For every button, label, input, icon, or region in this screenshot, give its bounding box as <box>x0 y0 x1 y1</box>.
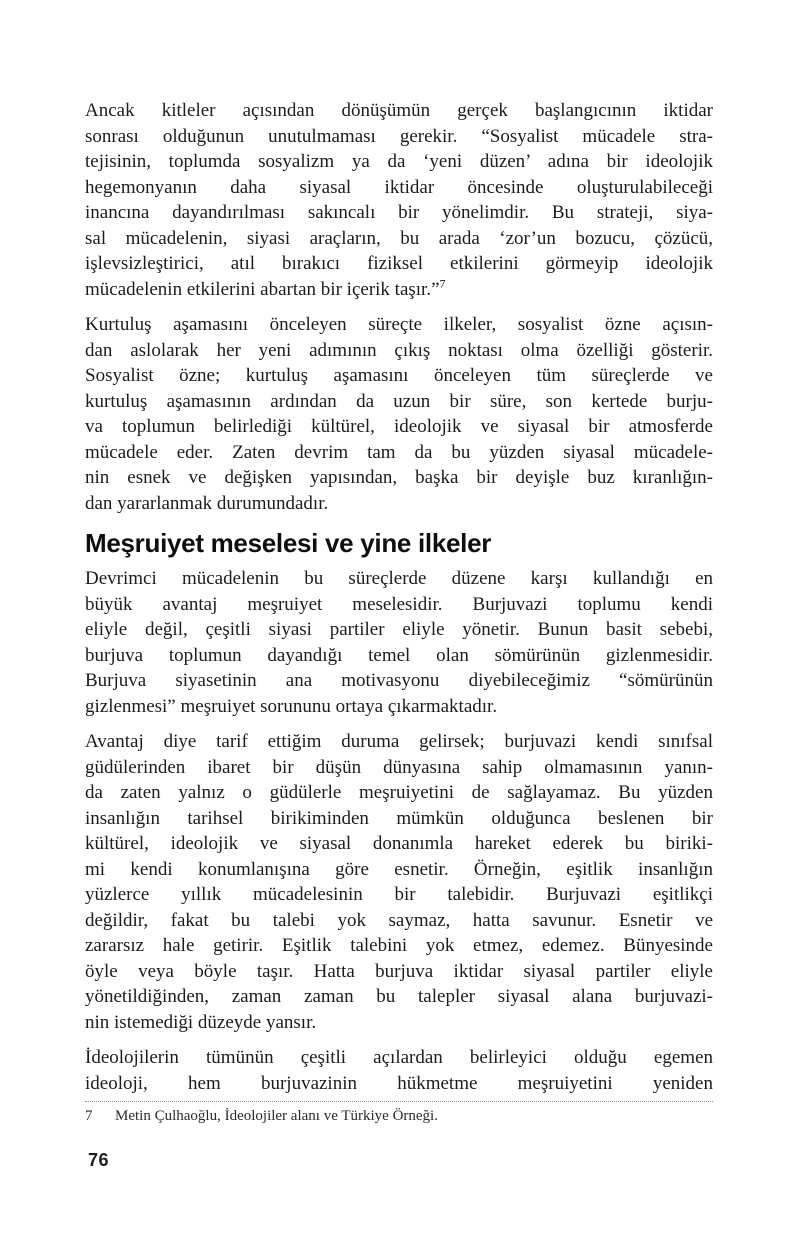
text-line: Kurtuluş aşamasını önceleyen süreçte ilkeler, sosyalist özne açısın- <box>85 314 713 335</box>
text-line: sonrası olduğunun unutulmaması gerekir. “Sosyalist mücadele stra- <box>85 125 713 147</box>
paragraph-5 <box>85 1045 713 1096</box>
footnote-reference: 7 <box>439 276 446 291</box>
text-line: insanlığın tarihsel birikiminden mümkün olduğunca beslenen bir <box>85 807 713 829</box>
text-line-fragment: mücadelenin etkilerini abartan bir içerik taşır.” <box>85 278 440 300</box>
text-line: dan aslolarak her yeni adımının çıkış noktası olma özelliği gösterir. <box>85 339 713 361</box>
footnote-area <box>85 1101 713 1126</box>
text-line <box>85 277 713 303</box>
text-line: da zaten yalnız o güdülerle meşruiyetini de sağlayamaz. Bu yüzden <box>85 782 713 803</box>
text-line: Avantaj diye tarif ettiğim duruma gelirsek; burjuvazi kendi sınıfsal <box>85 731 713 752</box>
text-line: mücadele eder. Zaten devrim tam da bu yüzden siyasal mücadele- <box>85 441 713 463</box>
text-line: gizlenmesi” meşruiyet sorununu ortaya çıkarmaktadır. <box>85 695 498 717</box>
text-line: güdülerinden ibaret bir düşün dünyasına sahip olmamasının yanın- <box>85 756 713 778</box>
text-line: eliyle değil, çeşitli siyasi partiler eliyle yönetir. Bunun basit sebebi, <box>85 619 713 640</box>
page-body-text <box>85 98 713 1106</box>
text-line: kültürel, ideolojik ve siyasal donanımla hareket ederek bu biriki- <box>85 833 713 854</box>
text-line: nin esnek ve değişken yapısından, başka bir deyişle buz kıranlığın- <box>85 467 713 488</box>
text-line: hegemonyanın daha siyasal iktidar öncesinde oluşturulabileceği <box>85 176 713 198</box>
text-line: yönetildiğinden, zaman zaman bu talepler siyasal alana burjuvazi- <box>85 986 713 1007</box>
text-line: değildir, fakat bu talebi yok saymaz, hatta savunur. Esnetir ve <box>85 909 713 931</box>
text-line: inancına dayandırılması sakıncalı bir yönelimdir. Bu strateji, siya- <box>85 202 713 223</box>
paragraph-2 <box>85 312 713 516</box>
text-line: Burjuva siyasetinin ana motivasyonu diyebileceğimiz “sömürünün <box>85 670 713 691</box>
text-line: sal mücadelenin, siyasi araçların, bu arada ‘zor’un bozucu, çözücü, <box>85 227 713 249</box>
text-line: Ancak kitleler açısından dönüşümün gerçek başlangıcının iktidar <box>85 100 713 121</box>
paragraph-1 <box>85 98 713 302</box>
paragraph-4 <box>85 729 713 1035</box>
text-line: yüzlerce yıllık mücadelesinin bir talebidir. Burjuvazi eşitlikçi <box>85 884 713 905</box>
section-heading: Meşruiyet meselesi ve yine ilkeler <box>85 528 492 558</box>
text-line: dan yararlanmak durumundadır. <box>85 492 329 514</box>
text-line: öyle veya böyle taşır. Hatta burjuva iktidar siyasal partiler eliyle <box>85 960 713 982</box>
footnote-number: 7 <box>85 1108 93 1124</box>
footnote-text: Metin Çulhaoğlu, İdeolojiler alanı ve Türkiye Örneği. <box>115 1108 438 1124</box>
text-line: kurtuluş aşamasının ardından da uzun bir süre, son kertede burju- <box>85 390 713 412</box>
text-line: Sosyalist özne; kurtuluş aşamasını önceleyen tüm süreçlerde ve <box>85 365 713 386</box>
text-line: mi kendi konumlanışına göre esnetir. Örneğin, eşitlik insanlığın <box>85 858 713 880</box>
text-line: nin istemediği düzeyde yansır. <box>85 1011 317 1033</box>
text-line: tejisinin, toplumda sosyalizm ya da ‘yeni düzen’ adına bir ideolojik <box>85 151 713 172</box>
text-line: İdeolojilerin tümünün çeşitli açılardan belirleyici olduğu egemen <box>85 1047 713 1068</box>
text-line: burjuva toplumun dayandığı temel olan sömürünün gizlenmesidir. <box>85 644 713 666</box>
footnote <box>85 1102 713 1126</box>
text-line: büyük avantaj meşruiyet meselesidir. Burjuvazi toplumu kendi <box>85 593 713 615</box>
text-line: Devrimci mücadelenin bu süreçlerde düzene karşı kullandığı en <box>85 568 713 589</box>
paragraph-3 <box>85 566 713 719</box>
text-line: va toplumun belirlediği kültürel, ideolojik ve siyasal bir atmosferde <box>85 416 713 437</box>
text-line: işlevsizleştirici, atıl bırakıcı fiziksel etkilerini görmeyip ideolojik <box>85 253 713 274</box>
page-number: 76 <box>88 1150 110 1170</box>
text-line: zararsız hale getirir. Eşitlik talebini yok etmez, edemez. Bünyesinde <box>85 935 713 956</box>
text-line: ideoloji, hem burjuvazinin hükmetme meşruiyetini yeniden <box>85 1072 713 1094</box>
